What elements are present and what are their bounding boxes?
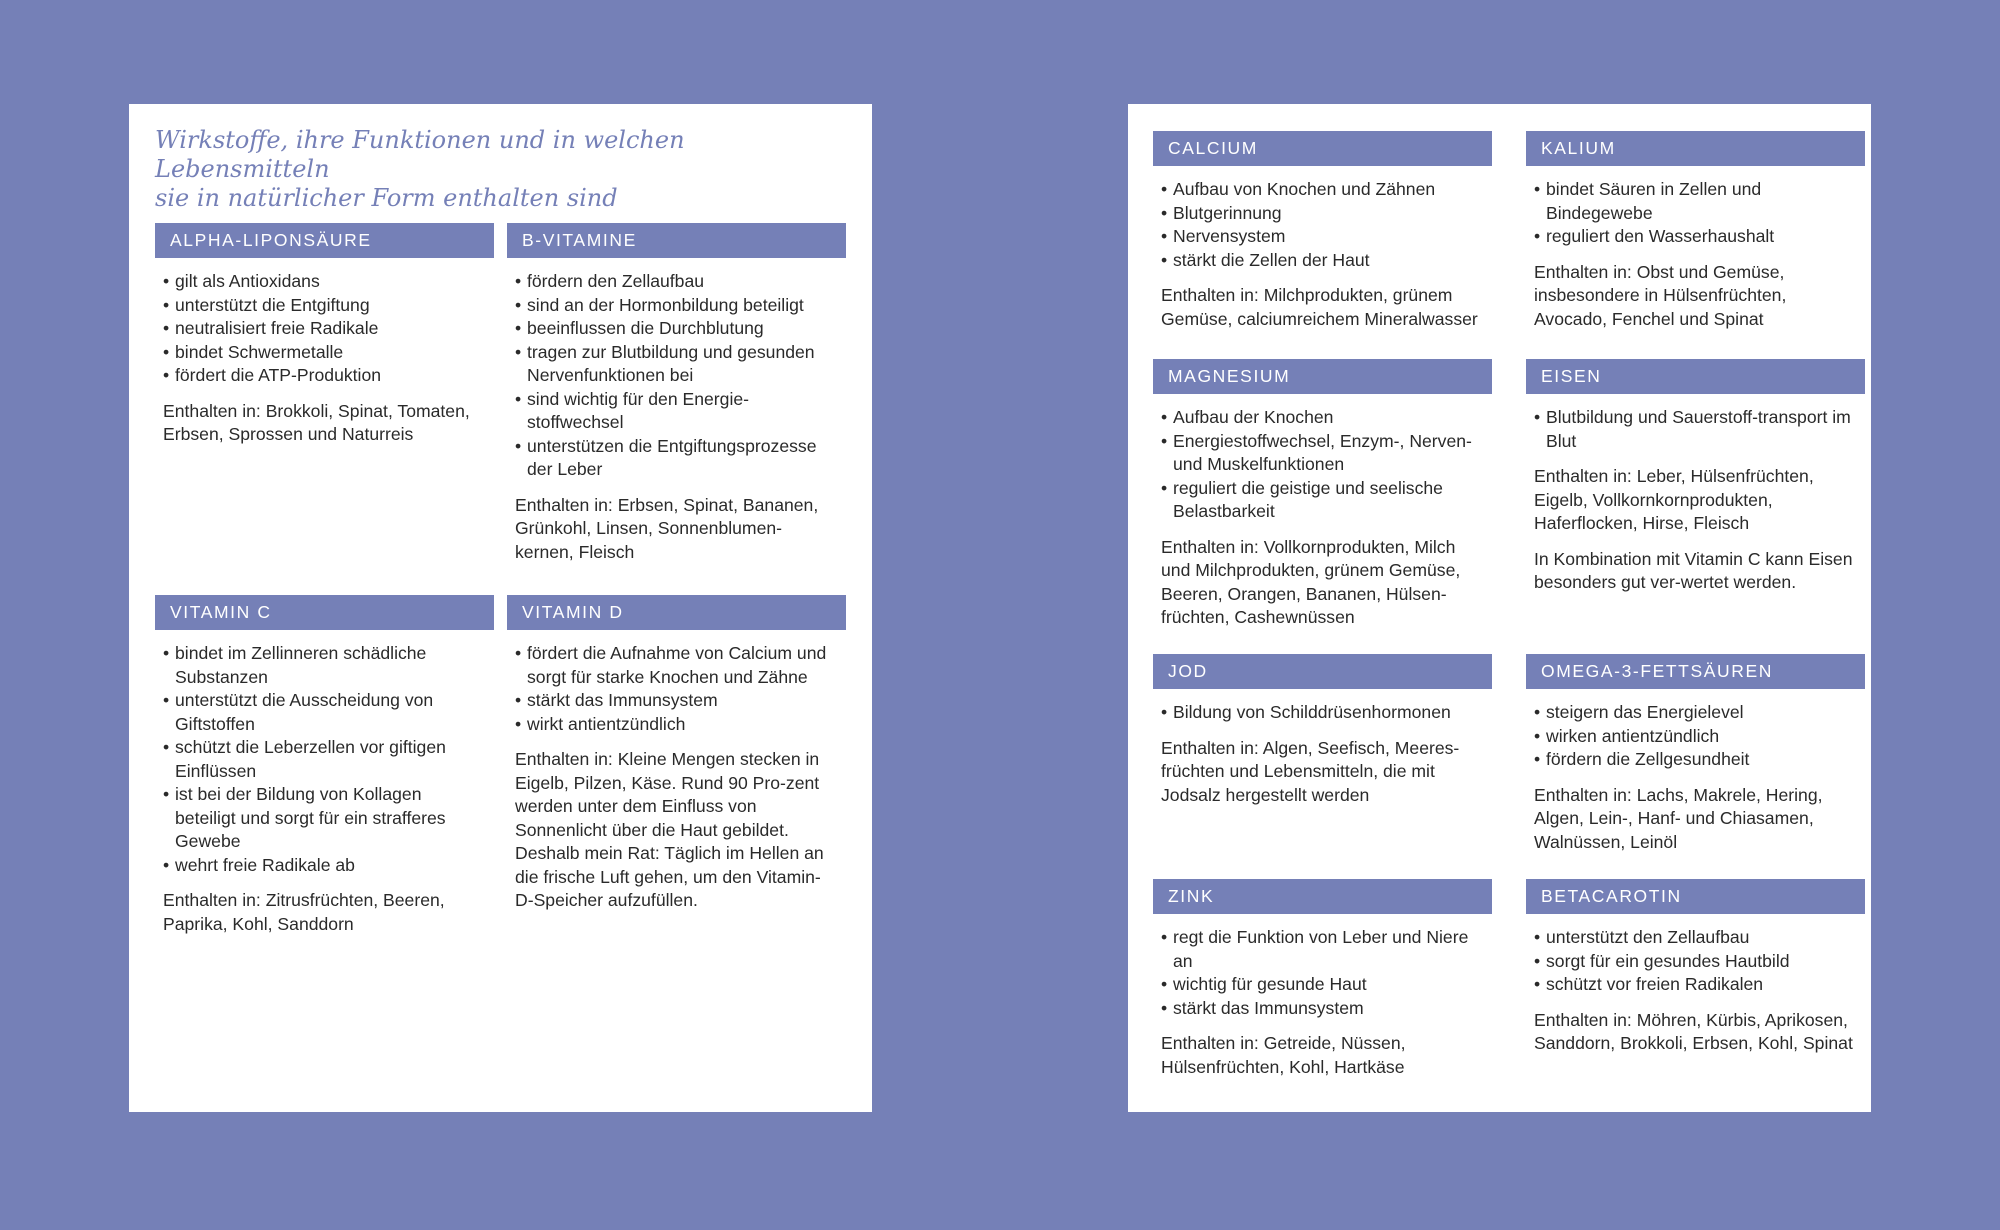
list-item: • stärkt das Immunsystem — [515, 689, 838, 713]
list-item: • schützt die Leberzellen vor giftigen Einflüssen — [163, 736, 486, 783]
list-item: • Nervensystem — [1161, 225, 1484, 249]
function-list — [1161, 178, 1484, 272]
list-item: • steigern das Energielevel — [1534, 701, 1857, 725]
block-zink — [1153, 879, 1492, 1079]
list-item: • bindet Schwermetalle — [163, 341, 486, 365]
list-item: • fördert die Aufnahme von Calcium und sorgt für starke Knochen und Zähne — [515, 642, 838, 689]
page-heading-line-2: sie in natürlicher Form enthalten sind — [155, 184, 618, 212]
source-note: Enthalten in: Obst und Gemüse, insbesondere in Hülsenfrüchten, Avocado, Fenchel und Spinat — [1534, 261, 1787, 329]
page-heading — [155, 126, 835, 213]
list-item: • sind wichtig für den Energie-stoffwechsel — [515, 388, 838, 435]
list-item: • wichtig für gesunde Haut — [1161, 973, 1484, 997]
block-eisen — [1526, 359, 1865, 595]
block-magnesium — [1153, 359, 1492, 630]
block-title: KALIUM — [1526, 131, 1865, 166]
list-item: • Blutgerinnung — [1161, 202, 1484, 226]
block-calcium — [1153, 131, 1492, 331]
source-note: Enthalten in: Vollkornprodukten, Milch und Milchprodukten, grünem Gemüse, Beeren, Orangen, Bananen, Hülsen-früchten, Cashewnüssen — [1161, 536, 1461, 627]
list-item: • Aufbau der Knochen — [1161, 406, 1484, 430]
list-item: • Aufbau von Knochen und Zähnen — [1161, 178, 1484, 202]
list-item: • neutralisiert freie Radikale — [163, 317, 486, 341]
block-jod — [1153, 654, 1492, 807]
function-list — [1534, 926, 1857, 997]
list-item: • regt die Funktion von Leber und Niere an — [1161, 926, 1484, 973]
left-page — [129, 104, 872, 1112]
block-title: JOD — [1153, 654, 1492, 689]
list-item: • unterstützt die Entgiftung — [163, 294, 486, 318]
block-title: MAGNESIUM — [1153, 359, 1492, 394]
list-item: • ist bei der Bildung von Kollagen beteiligt und sorgt für ein strafferes Gewebe — [163, 783, 486, 854]
block-title: VITAMIN D — [507, 595, 846, 630]
function-list — [1534, 178, 1857, 249]
list-item: • wirken antientzündlich — [1534, 725, 1857, 749]
list-item: • wirkt antientzündlich — [515, 713, 838, 737]
list-item: • Blutbildung und Sauerstoff-transport im Blut — [1534, 406, 1857, 453]
list-item: • sind an der Hormonbildung beteiligt — [515, 294, 838, 318]
function-list — [1161, 406, 1484, 524]
list-item: • bindet im Zellinneren schädliche Substanzen — [163, 642, 486, 689]
list-item: • fördert die ATP-Produktion — [163, 364, 486, 388]
function-list — [1534, 701, 1857, 772]
source-note: Enthalten in: Brokkoli, Spinat, Tomaten, Erbsen, Sprossen und Naturreis — [163, 400, 470, 444]
source-note: Enthalten in: Möhren, Kürbis, Aprikosen, Sanddorn, Brokkoli, Erbsen, Kohl, Spinat — [1534, 1009, 1853, 1053]
list-item: • unterstützt die Ausscheidung von Giftstoffen — [163, 689, 486, 736]
list-item: • beeinflussen die Durchblutung — [515, 317, 838, 341]
source-note: Enthalten in: Leber, Hülsenfrüchten, Eigelb, Vollkornkornprodukten, Haferflocken, Hirse, Fleisch — [1534, 466, 1814, 533]
list-item: • stärkt die Zellen der Haut — [1161, 249, 1484, 273]
source-note: Enthalten in: Getreide, Nüssen, Hülsenfrüchten, Kohl, Hartkäse — [1161, 1033, 1406, 1077]
block-title: VITAMIN C — [155, 595, 494, 630]
block-alpha-liponsaeure — [155, 223, 494, 447]
block-title: CALCIUM — [1153, 131, 1492, 166]
function-list — [1534, 406, 1857, 453]
function-list — [1161, 926, 1484, 1020]
list-item: • reguliert die geistige und seelische Belastbarkeit — [1161, 477, 1484, 524]
function-list — [1161, 701, 1484, 725]
right-page — [1128, 104, 1871, 1112]
block-title: ZINK — [1153, 879, 1492, 914]
function-list — [163, 642, 486, 877]
block-vitamin-c — [155, 595, 494, 936]
block-title: B-VITAMINE — [507, 223, 846, 258]
block-kalium — [1526, 131, 1865, 331]
block-betacarotin — [1526, 879, 1865, 1056]
source-note: Enthalten in: Algen, Seefisch, Meeres-früchten und Lebensmitteln, die mit Jodsalz hergestellt werden — [1161, 737, 1460, 805]
list-item: • fördern die Zellgesundheit — [1534, 748, 1857, 772]
list-item: • unterstützt den Zellaufbau — [1534, 926, 1857, 950]
block-vitamin-d — [507, 595, 846, 913]
source-note: Enthalten in: Erbsen, Spinat, Bananen, Grünkohl, Linsen, Sonnenblumen-kernen, Fleisch — [515, 494, 819, 562]
block-title: EISEN — [1526, 359, 1865, 394]
source-note: Enthalten in: Lachs, Makrele, Hering, Algen, Lein-, Hanf- und Chiasamen, Walnüssen, Leinöl — [1534, 784, 1823, 852]
page-heading-line-1: Wirkstoffe, ihre Funktionen und in welchen Lebensmitteln — [155, 126, 685, 183]
list-item: • bindet Säuren in Zellen und Bindegewebe — [1534, 178, 1857, 225]
list-item: • stärkt das Immunsystem — [1161, 997, 1484, 1021]
list-item: • wehrt freie Radikale ab — [163, 854, 486, 878]
combination-note: In Kombination mit Vitamin C kann Eisen besonders gut ver-wertet werden. — [1534, 548, 1853, 592]
list-item: • Energiestoffwechsel, Enzym-, Nerven- und Muskelfunktionen — [1161, 430, 1484, 477]
function-list — [515, 642, 838, 736]
block-title: ALPHA-LIPONSÄURE — [155, 223, 494, 258]
list-item: • tragen zur Blutbildung und gesunden Nervenfunktionen bei — [515, 341, 838, 388]
list-item: • schützt vor freien Radikalen — [1534, 973, 1857, 997]
function-list — [163, 270, 486, 388]
source-note: Enthalten in: Milchprodukten, grünem Gemüse, calciumreichem Mineralwasser — [1161, 285, 1478, 329]
block-omega-3-fettsaeuren — [1526, 654, 1865, 854]
block-title: OMEGA-3-FETTSÄUREN — [1526, 654, 1865, 689]
block-b-vitamine — [507, 223, 846, 564]
function-list — [515, 270, 838, 482]
list-item: • reguliert den Wasserhaushalt — [1534, 225, 1857, 249]
list-item: • unterstützen die Entgiftungsprozesse der Leber — [515, 435, 838, 482]
source-note: Enthalten in: Zitrusfrüchten, Beeren, Paprika, Kohl, Sanddorn — [163, 890, 445, 934]
source-note: Enthalten in: Kleine Mengen stecken in Eigelb, Pilzen, Käse. Rund 90 Pro-zent werden unter dem Einfluss von Sonnenlicht über die Haut gebildet. Deshalb mein Rat: Täglich im Hellen an die frische Luft gehen, um den Vitamin-D-Speicher aufzufüllen. — [515, 749, 824, 910]
list-item: • fördern den Zellaufbau — [515, 270, 838, 294]
list-item: • Bildung von Schilddrüsenhormonen — [1161, 701, 1484, 725]
list-item: • gilt als Antioxidans — [163, 270, 486, 294]
list-item: • sorgt für ein gesundes Hautbild — [1534, 950, 1857, 974]
block-title: BETACAROTIN — [1526, 879, 1865, 914]
